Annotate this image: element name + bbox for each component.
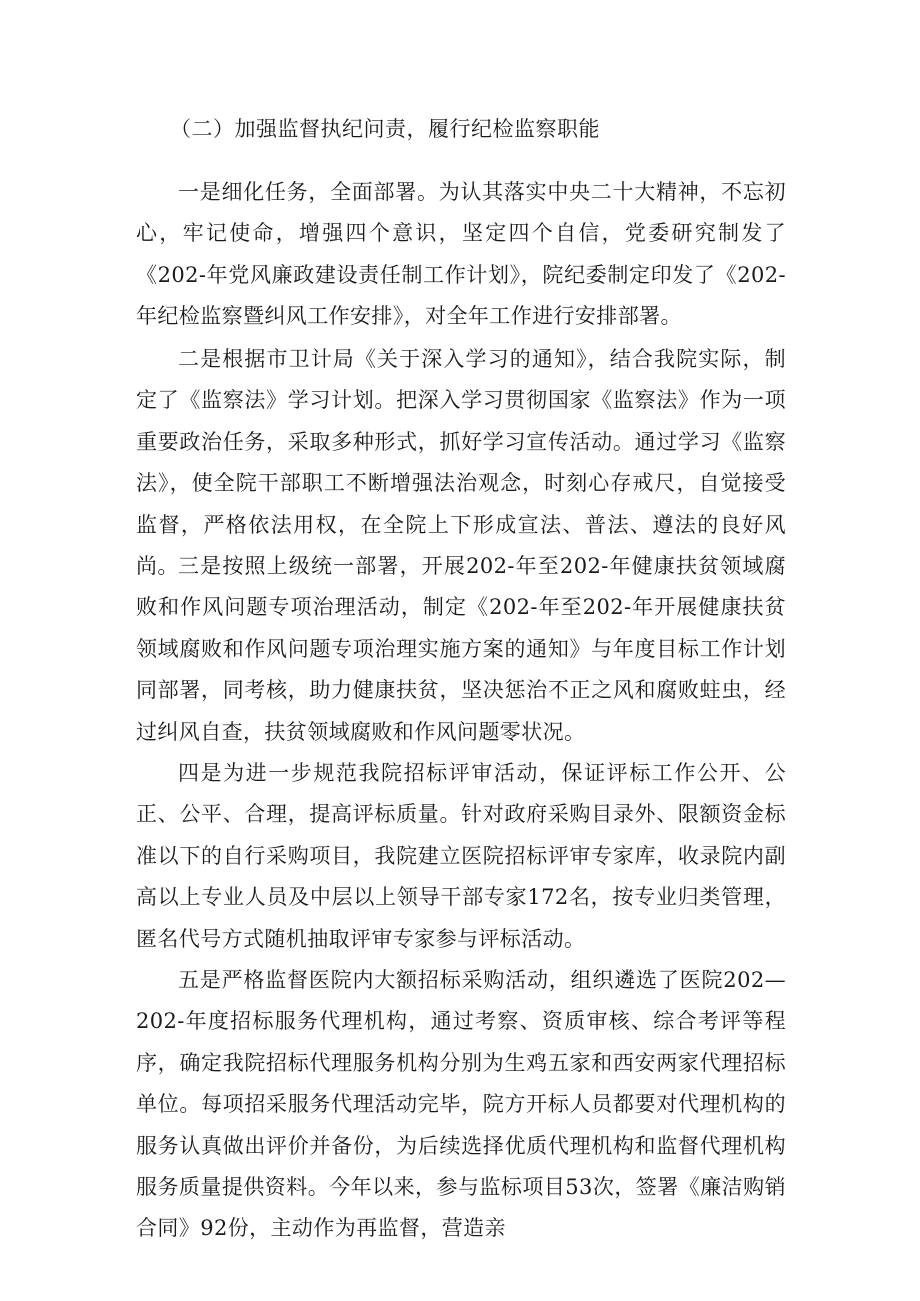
paragraph-5: 五是严格监督医院内大额招标采购活动，组织遴选了医院202—202-年度招标服务代理机构，通过考察、资质审核、综合考评等程序，确定我院招标代理服务机构分别为生鸡五家和西安两家代理招标单位。每项招采服务代理活动完毕，院方开标人员都要对代理机构的服务认真做出评价并备份，为后续选择优质代理机构和监督代理机构服务质量提供资料。今年以来，参与监标项目53次，签署《廉洁购销合同》92份，主动作为再监督，营造亲: [136, 968, 786, 1241]
paragraph-4: 四是为进一步规范我院招标评审活动，保证评标工作公开、公正、公平、合理，提高评标质量。针对政府采购目录外、限额资金标准以下的自行采购项目，我院建立医院招标评审专家库，收录院内副高以上专业人员及中层以上领导干部专家172名，按专业归类管理，匿名代号方式随机抽取评审专家参与评标活动。: [136, 761, 786, 951]
paragraph-1: 一是细化任务，全面部署。为认其落实中央二十大精神，不忘初心，牢记使命，增强四个意识，坚定四个自信，党委研究制发了《202-年党风廉政建设责任制工作计划》，院纪委制定印发了《202-年纪检监察暨纠风工作安排》，对全年工作进行安排部署。: [136, 180, 786, 329]
paragraph-3: 三是按照上级统一部署，开展202-年至202-年健康扶贫领域腐败和作风问题专项治理活动，制定《202-年至202-年开展健康扶贫领域腐败和作风问题专项治理实施方案的通知》与年度目标工作计划同部署，同考核，助力健康扶贫，坚决惩治不正之风和腐败蛀虫，经过纠风自查，扶贫领域腐败和作风问题零状况。: [136, 554, 786, 744]
paragraph-2: 二是根据市卫计局《关于深入学习的通知》，结合我院实际，制定了《监察法》学习计划。把深入学习贯彻国家《监察法》作为一项重要政治任务，采取多种形式，抓好学习宣传活动。通过学习《监察法》，使全院干部职工不断增强法治观念，时刻心存戒尺，自觉接受监督，严格依法用权，在全院上下形成宣法、普法、遵法的良好风尚。: [136, 347, 786, 579]
section-heading: （二）加强监督执纪问责，履行纪检监察职能: [170, 117, 600, 141]
